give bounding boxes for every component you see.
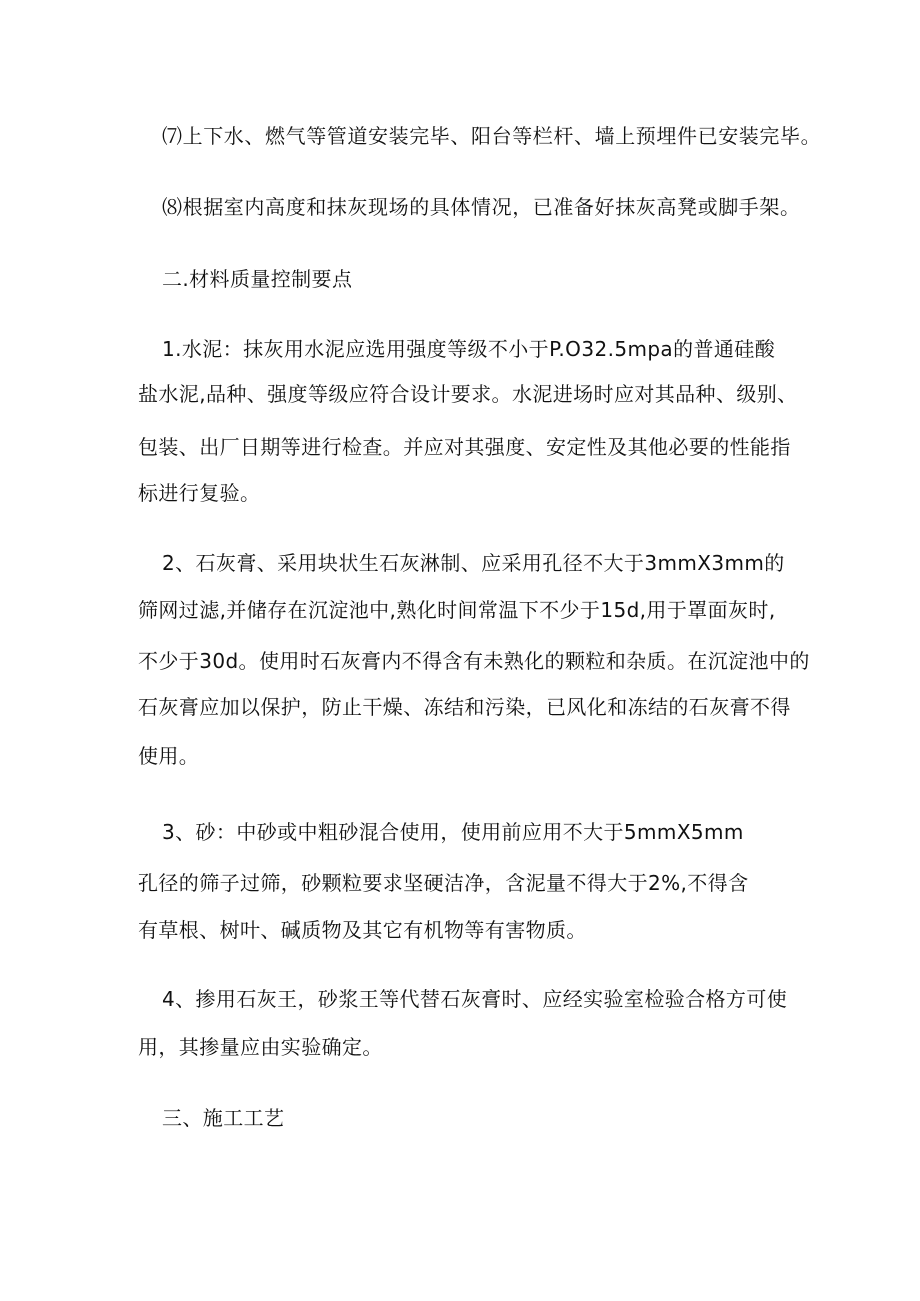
sand-paragraph-line-1: 3、砂：中砂或中粗砂混合使用，使用前应用不大于5mmX5mm	[162, 820, 744, 844]
section-2-heading: 二.材料质量控制要点	[162, 267, 353, 291]
lime-king-paragraph-line-1: 4、掺用石灰王，砂浆王等代替石灰膏时、应经实验室检验合格方可使	[162, 987, 788, 1011]
sand-paragraph-line-2: 孔径的筛子过筛，砂颗粒要求坚硬洁净，含泥量不得大于2%,不得含	[138, 871, 749, 895]
lime-king-paragraph-line-2: 用，其掺量应由实验确定。	[138, 1035, 383, 1059]
section-3-heading: 三、施工工艺	[162, 1106, 285, 1130]
lime-paste-paragraph-line-4: 石灰膏应加以保护，防止干燥、冻结和污染，已风化和冻结的石灰膏不得	[138, 695, 791, 719]
cement-paragraph-line-3: 包装、出厂日期等进行检查。并应对其强度、安定性及其他必要的性能指	[138, 435, 791, 459]
item-7-text: ⑺上下水、燃气等管道安装完毕、阳台等栏杆、墙上预埋件已安装完毕。	[162, 124, 822, 148]
item-8-text: ⑻根据室内高度和抹灰现场的具体情况，已准备好抹灰高凳或脚手架。	[162, 195, 801, 219]
cement-paragraph-line-1: 1.水泥：抹灰用水泥应选用强度等级不小于P.O32.5mpa的普通硅酸	[162, 337, 776, 361]
cement-paragraph-line-2: 盐水泥,品种、强度等级应符合设计要求。水泥进场时应对其品种、级别、	[138, 382, 798, 406]
lime-paste-paragraph-line-2: 筛网过滤,并储存在沉淀池中,熟化时间常温下不少于15d,用于罩面灰时,	[138, 598, 776, 622]
cement-paragraph-line-4: 标进行复验。	[138, 481, 261, 505]
lime-paste-paragraph-line-1: 2、石灰膏、采用块状生石灰淋制、应采用孔径不大于3mmX3mm的	[162, 551, 785, 575]
sand-paragraph-line-3: 有草根、树叶、碱质物及其它有机物等有害物质。	[138, 918, 587, 942]
lime-paste-paragraph-line-5: 使用。	[138, 744, 200, 768]
lime-paste-paragraph-line-3: 不少于30d。使用时石灰膏内不得含有未熟化的颗粒和杂质。在沉淀池中的	[138, 649, 810, 673]
